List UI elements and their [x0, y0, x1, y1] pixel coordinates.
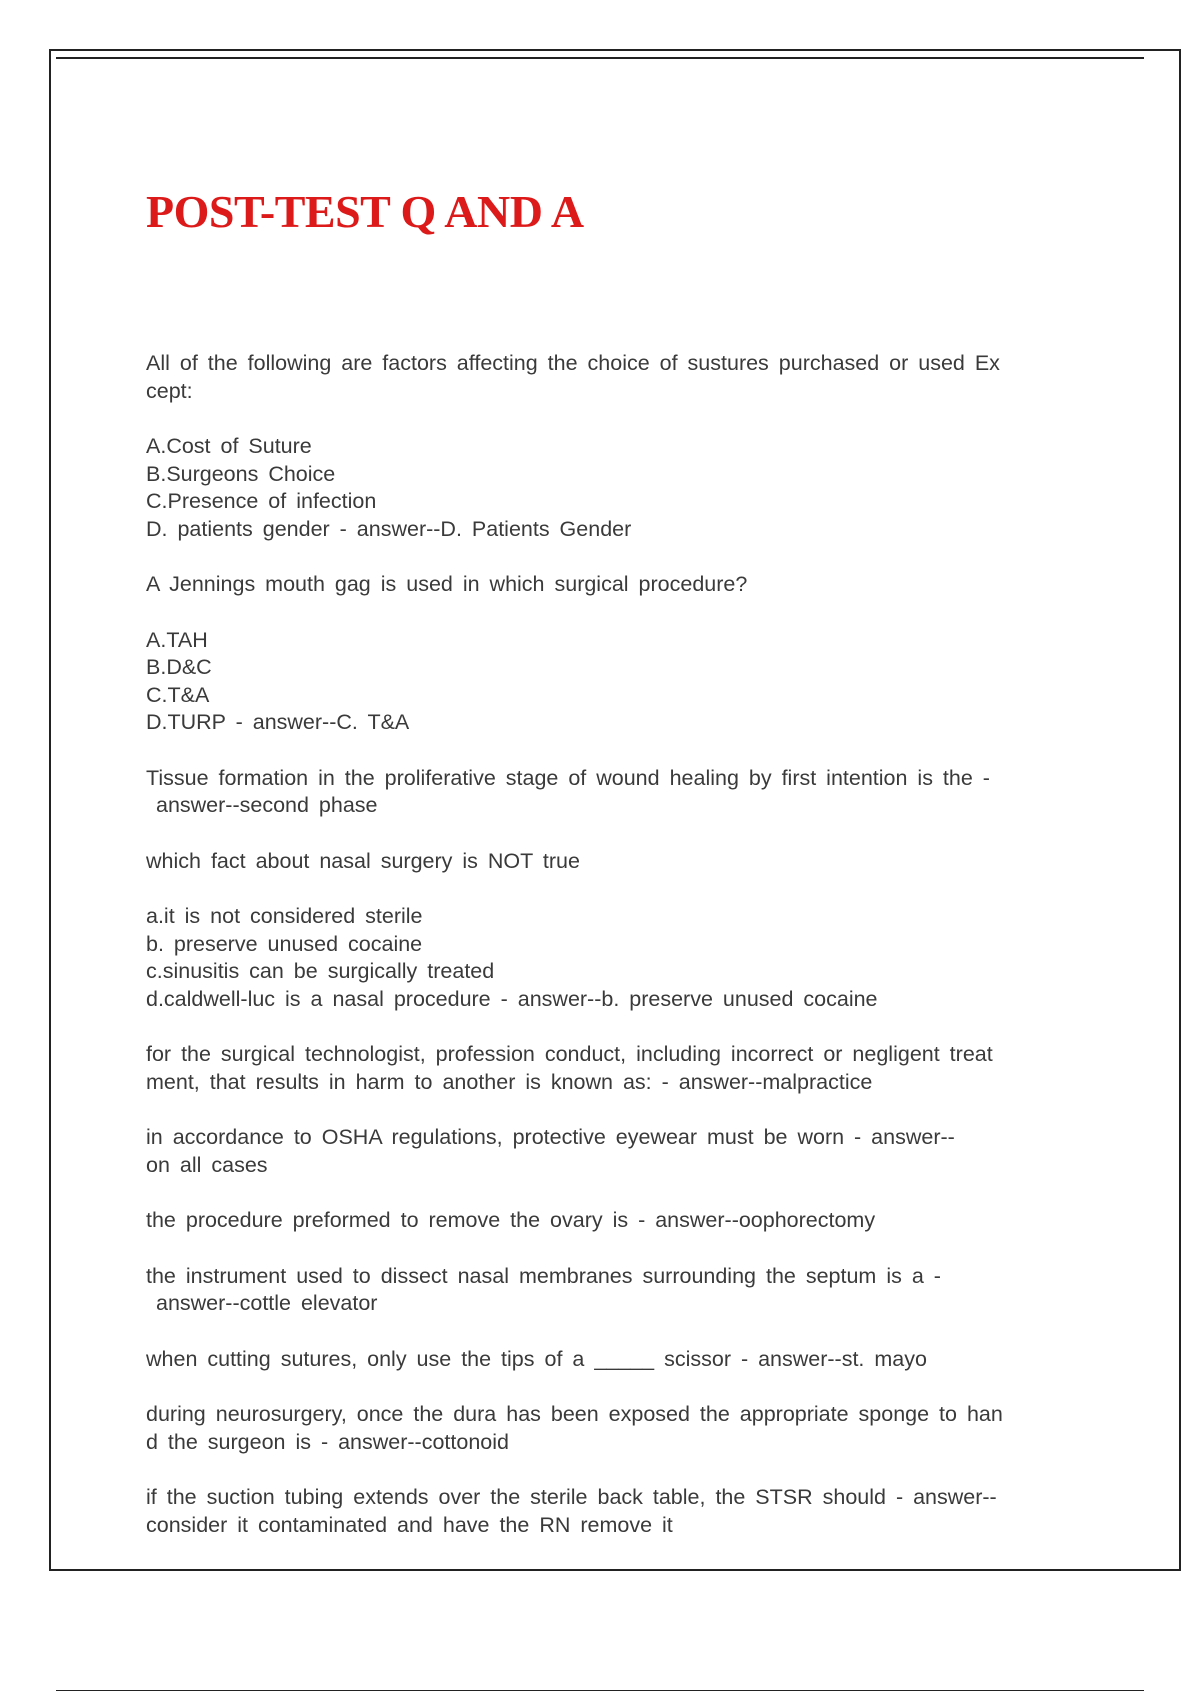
qa-cutting-sutures: when cutting sutures, only use the tips of a _____ scissor - answer--st. mayo — [146, 1346, 927, 1371]
qa-suction-tubing: if the suction tubing extends over the sterile back table, the STSR should - answer-- consider it contaminated and have the RN remove it — [146, 1485, 997, 1537]
top-rule — [56, 57, 1144, 59]
qa-neurosurgery-sponge: during neurosurgery, once the dura has been exposed the appropriate sponge to han d the surgeon is - answer--cottonoid — [146, 1402, 1003, 1454]
qa-ovary-procedure: the procedure preformed to remove the ovary is - answer--oophorectomy — [146, 1208, 876, 1232]
qa-tissue-formation: Tissue formation in the proliferative stage of wound healing by first intention is the - answer--second phase — [146, 765, 990, 817]
document-title: POST-TEST Q AND A — [146, 186, 584, 237]
qa-malpractice: for the surgical technologist, profession conduct, including incorrect or negligent treat ment, that results in harm to another is known as: - answer--malpractice — [146, 1042, 993, 1094]
options-jennings-gag: A.TAH B.D&C C.T&A D.TURP - answer--C. T&A — [146, 627, 410, 734]
bottom-rule — [56, 1690, 1144, 1691]
question-sutures: All of the following are factors affecting the choice of sustures purchased or used Ex cept: — [146, 351, 1000, 403]
question-jennings-gag: A Jennings mouth gag is used in which surgical procedure? — [146, 572, 748, 596]
question-nasal-surgery: which fact about nasal surgery is NOT true — [146, 848, 580, 873]
qa-nasal-instrument: the instrument used to dissect nasal membranes surrounding the septum is a - answer--cottle elevator — [146, 1263, 941, 1315]
qa-content — [146, 350, 1118, 1567]
options-nasal-surgery: a.it is not considered sterile b. preserve unused cocaine c.sinusitis can be surgically treated d.caldwell-luc is a nasal procedure - answer--b. preserve unused cocaine — [146, 904, 878, 1011]
qa-osha-eyewear: in accordance to OSHA regulations, protective eyewear must be worn - answer-- on all cases — [146, 1125, 955, 1177]
options-sutures: A.Cost of Suture B.Surgeons Choice C.Presence of infection D. patients gender - answer--D. Patients Gender — [146, 434, 632, 541]
